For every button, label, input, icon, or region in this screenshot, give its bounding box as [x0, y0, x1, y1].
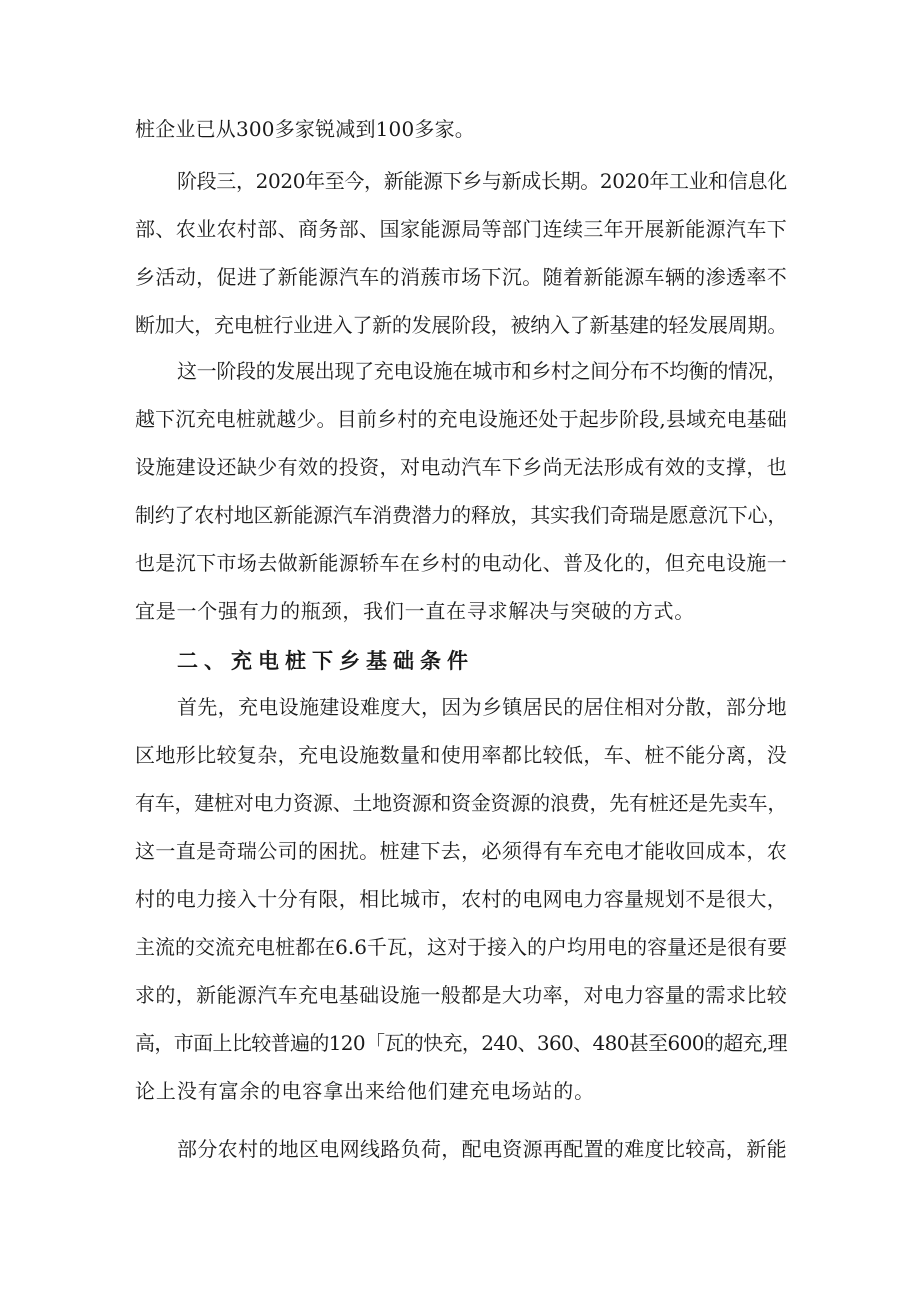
paragraph-line: 设施建设还缺少有效的投资，对电动汽车下乡尚无法形成有效的支撑，也	[135, 455, 788, 479]
paragraph-line: 这一阶段的发展出现了充电设施在城市和乡村之间分布不均衡的情况，	[177, 359, 788, 383]
paragraph-line: 乡活动，促进了新能源汽车的消蔟市场下沉。随着新能源车辆的渗透率不	[135, 265, 788, 289]
paragraph-line: 阶段三，2020年至今，新能源下乡与新成长期。2020年工业和信息化	[177, 169, 787, 193]
paragraph-line: 高，市面上比较普遍的120「瓦的快充，240、360、480甚至600的超充,理	[135, 1031, 788, 1055]
paragraph-line: 桩企业已从300多家锐减到100多家。	[135, 117, 475, 141]
paragraph-line: 部、农业农村部、商务部、国家能源局等部门连续三年开展新能源汽车下	[135, 217, 788, 241]
paragraph-line: 这一直是奇瑞公司的困扰。桩建下去，必须得有车充电才能收回成本，农	[135, 839, 788, 863]
paragraph-line: 越下沉充电桩就越少。目前乡村的充电设施还处于起步阶段,县域充电基础	[135, 407, 787, 431]
paragraph-line: 求的，新能源汽车充电基础设施一般都是大功率，对电力容量的需求比较	[135, 983, 788, 1007]
paragraph-line: 部分农村的地区电网线路负荷，配电资源再配置的难度比较高，新能	[177, 1137, 787, 1161]
paragraph-line: 断加大，充电桩行业进入了新的发展阶段，被纳入了新基建的轻发展周期。	[135, 313, 788, 337]
paragraph-line: 首先，充电设施建设难度大，因为乡镇居民的居住相对分散，部分地	[177, 695, 787, 719]
paragraph-line: 主流的交流充电桩都在6.6千瓦，这对于接入的户均用电的容量还是很有要	[135, 935, 788, 959]
paragraph-line: 也是沉下市场去做新能源轿车在乡村的电动化、普及化的，但充电设施一	[135, 551, 788, 575]
section-heading: 二、充电桩下乡基础条件	[177, 649, 474, 673]
paragraph-line: 制约了农村地区新能源汽车消费潜力的释放，其实我们奇瑞是愿意沉下心，	[135, 503, 788, 527]
paragraph-line: 村的电力接入十分有限，相比城市，农村的电网电力容量规划不是很大，	[135, 887, 788, 911]
paragraph-line: 宜是一个强有力的瓶颈，我们一直在寻求解决与突破的方式。	[135, 599, 695, 623]
paragraph-line: 有车，建桩对电力资源、土地资源和资金资源的浪费，先有桩还是先卖车，	[135, 791, 788, 815]
paragraph-line: 论上没有富余的电容拿出来给他们建充电场站的。	[135, 1079, 596, 1103]
paragraph-line: 区地形比较复杂，充电设施数量和使用率都比较低，车、桩不能分离，没	[135, 743, 788, 767]
